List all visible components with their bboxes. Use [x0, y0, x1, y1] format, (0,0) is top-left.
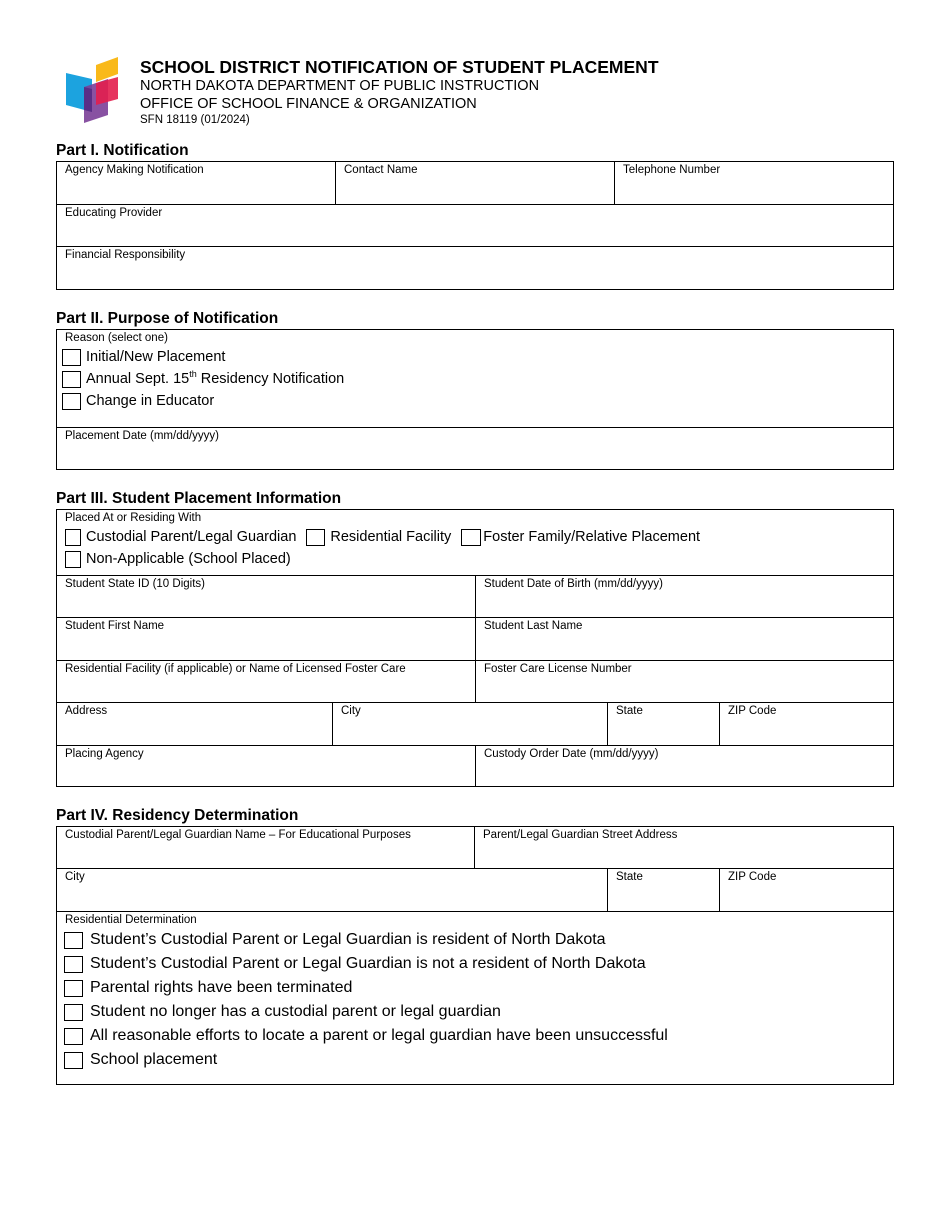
checkbox[interactable]	[64, 1004, 83, 1021]
address-label: Address	[65, 705, 108, 717]
placed-option-residential[interactable]: Residential Facility	[330, 529, 452, 545]
placed-option-non-applicable[interactable]: Non-Applicable (School Placed)	[86, 551, 291, 567]
annual-suffix: Residency Notification	[196, 371, 345, 387]
guardian-zip-label: ZIP Code	[728, 871, 777, 883]
contact-name-field[interactable]	[336, 162, 615, 204]
checkbox[interactable]	[64, 1052, 83, 1069]
custody-date-label: Custody Order Date (mm/dd/yyyy)	[484, 748, 659, 760]
part3-title: Part III. Student Placement Information	[56, 490, 342, 507]
placement-date-field[interactable]	[57, 428, 893, 469]
reason-option-label: Initial/New Placement	[86, 349, 226, 365]
determination-option-label: Student’s Custodial Parent or Legal Guardian is resident of North Dakota	[90, 931, 606, 948]
ndpi-logo	[66, 57, 120, 123]
placed-option-custodial[interactable]: Custodial Parent/Legal Guardian	[86, 529, 297, 545]
telephone-field[interactable]	[615, 162, 893, 204]
address-field[interactable]	[57, 703, 333, 745]
form-number: SFN 18119 (01/2024)	[140, 114, 250, 126]
guardian-address-label: Parent/Legal Guardian Street Address	[483, 829, 678, 841]
part2-box	[56, 329, 894, 470]
city-field[interactable]	[333, 703, 608, 745]
first-name-field[interactable]	[57, 618, 476, 660]
state-label: State	[616, 705, 643, 717]
part2-title: Part II. Purpose of Notification	[56, 310, 279, 327]
determination-option-label: Student’s Custodial Parent or Legal Guardian is not a resident of North Dakota	[90, 955, 646, 972]
determination-option-label: All reasonable efforts to locate a parent or legal guardian have been unsuccessful	[90, 1027, 668, 1044]
financial-responsibility-label: Financial Responsibility	[65, 249, 186, 261]
telephone-label: Telephone Number	[623, 164, 721, 176]
foster-license-field[interactable]	[476, 661, 893, 702]
reason-option-label	[86, 371, 344, 387]
part1-box	[56, 161, 894, 290]
state-id-field[interactable]	[57, 576, 476, 617]
educating-provider-field[interactable]	[57, 205, 893, 246]
placement-date-label: Placement Date (mm/dd/yyyy)	[65, 430, 220, 442]
checkbox[interactable]	[64, 1028, 83, 1045]
reason-label: Reason (select one)	[65, 332, 168, 344]
determination-option-label: School placement	[90, 1051, 218, 1068]
dob-field[interactable]	[476, 576, 893, 617]
part3-box	[56, 509, 894, 787]
determination-option-label: Parental rights have been terminated	[90, 979, 353, 996]
checkbox[interactable]	[64, 932, 83, 949]
checkbox[interactable]	[65, 551, 81, 568]
form-header	[140, 57, 659, 128]
guardian-city-label: City	[65, 871, 85, 883]
checkbox[interactable]	[461, 529, 481, 546]
checkbox[interactable]	[62, 393, 81, 410]
form-title: SCHOOL DISTRICT NOTIFICATION OF STUDENT PLACEMENT	[140, 57, 659, 77]
guardian-name-label: Custodial Parent/Legal Guardian Name – For Educational Purposes	[65, 829, 411, 841]
checkbox[interactable]	[64, 956, 83, 973]
zip-label: ZIP Code	[728, 705, 777, 717]
educating-provider-label: Educating Provider	[65, 207, 163, 219]
city-label: City	[341, 705, 361, 717]
annual-superscript: th	[189, 369, 197, 380]
guardian-city-field[interactable]	[57, 869, 608, 911]
placing-agency-label: Placing Agency	[65, 748, 144, 760]
checkbox[interactable]	[64, 980, 83, 997]
checkbox[interactable]	[306, 529, 325, 546]
placed-option-foster[interactable]: Foster Family/Relative Placement	[483, 529, 701, 545]
determination-label: Residential Determination	[65, 914, 197, 926]
guardian-zip-field[interactable]	[720, 869, 893, 911]
placing-agency-field[interactable]	[57, 746, 476, 786]
determination-option[interactable]	[64, 928, 893, 952]
state-field[interactable]	[608, 703, 720, 745]
last-name-field[interactable]	[476, 618, 893, 660]
checkbox[interactable]	[62, 371, 81, 388]
reason-option-initial[interactable]	[62, 346, 893, 368]
placed-at-label: Placed At or Residing With	[65, 512, 202, 524]
custody-date-field[interactable]	[476, 746, 893, 786]
department-name: NORTH DAKOTA DEPARTMENT OF PUBLIC INSTRUCTION	[140, 78, 540, 94]
last-name-label: Student Last Name	[484, 620, 583, 632]
determination-option[interactable]	[64, 1048, 893, 1072]
determination-option[interactable]	[64, 1024, 893, 1048]
part4-box	[56, 826, 894, 1085]
financial-responsibility-field[interactable]	[57, 247, 893, 289]
dob-label: Student Date of Birth (mm/dd/yyyy)	[484, 578, 663, 590]
guardian-state-field[interactable]	[608, 869, 720, 911]
agency-field[interactable]	[57, 162, 336, 204]
facility-label: Residential Facility (if applicable) or Name of Licensed Foster Care	[65, 663, 406, 675]
guardian-state-label: State	[616, 871, 643, 883]
guardian-address-field[interactable]	[475, 827, 893, 868]
foster-license-label: Foster Care License Number	[484, 663, 632, 675]
determination-option[interactable]	[64, 1000, 893, 1024]
determination-option-label: Student no longer has a custodial parent or legal guardian	[90, 1003, 501, 1020]
reason-option-label: Change in Educator	[86, 393, 215, 409]
agency-label: Agency Making Notification	[65, 164, 204, 176]
facility-field[interactable]	[57, 661, 476, 702]
state-id-label: Student State ID (10 Digits)	[65, 578, 205, 590]
first-name-label: Student First Name	[65, 620, 165, 632]
zip-field[interactable]	[720, 703, 893, 745]
annual-prefix: Annual Sept. 15	[86, 371, 190, 387]
contact-name-label: Contact Name	[344, 164, 418, 176]
checkbox[interactable]	[62, 349, 81, 366]
reason-option-change[interactable]	[62, 390, 893, 412]
part4-title: Part IV. Residency Determination	[56, 807, 299, 824]
checkbox[interactable]	[65, 529, 81, 546]
part1-title: Part I. Notification	[56, 142, 189, 159]
guardian-name-field[interactable]	[57, 827, 475, 868]
reason-option-annual[interactable]	[62, 368, 893, 390]
determination-option[interactable]	[64, 952, 893, 976]
determination-option[interactable]	[64, 976, 893, 1000]
office-name: OFFICE OF SCHOOL FINANCE & ORGANIZATION	[140, 96, 477, 112]
